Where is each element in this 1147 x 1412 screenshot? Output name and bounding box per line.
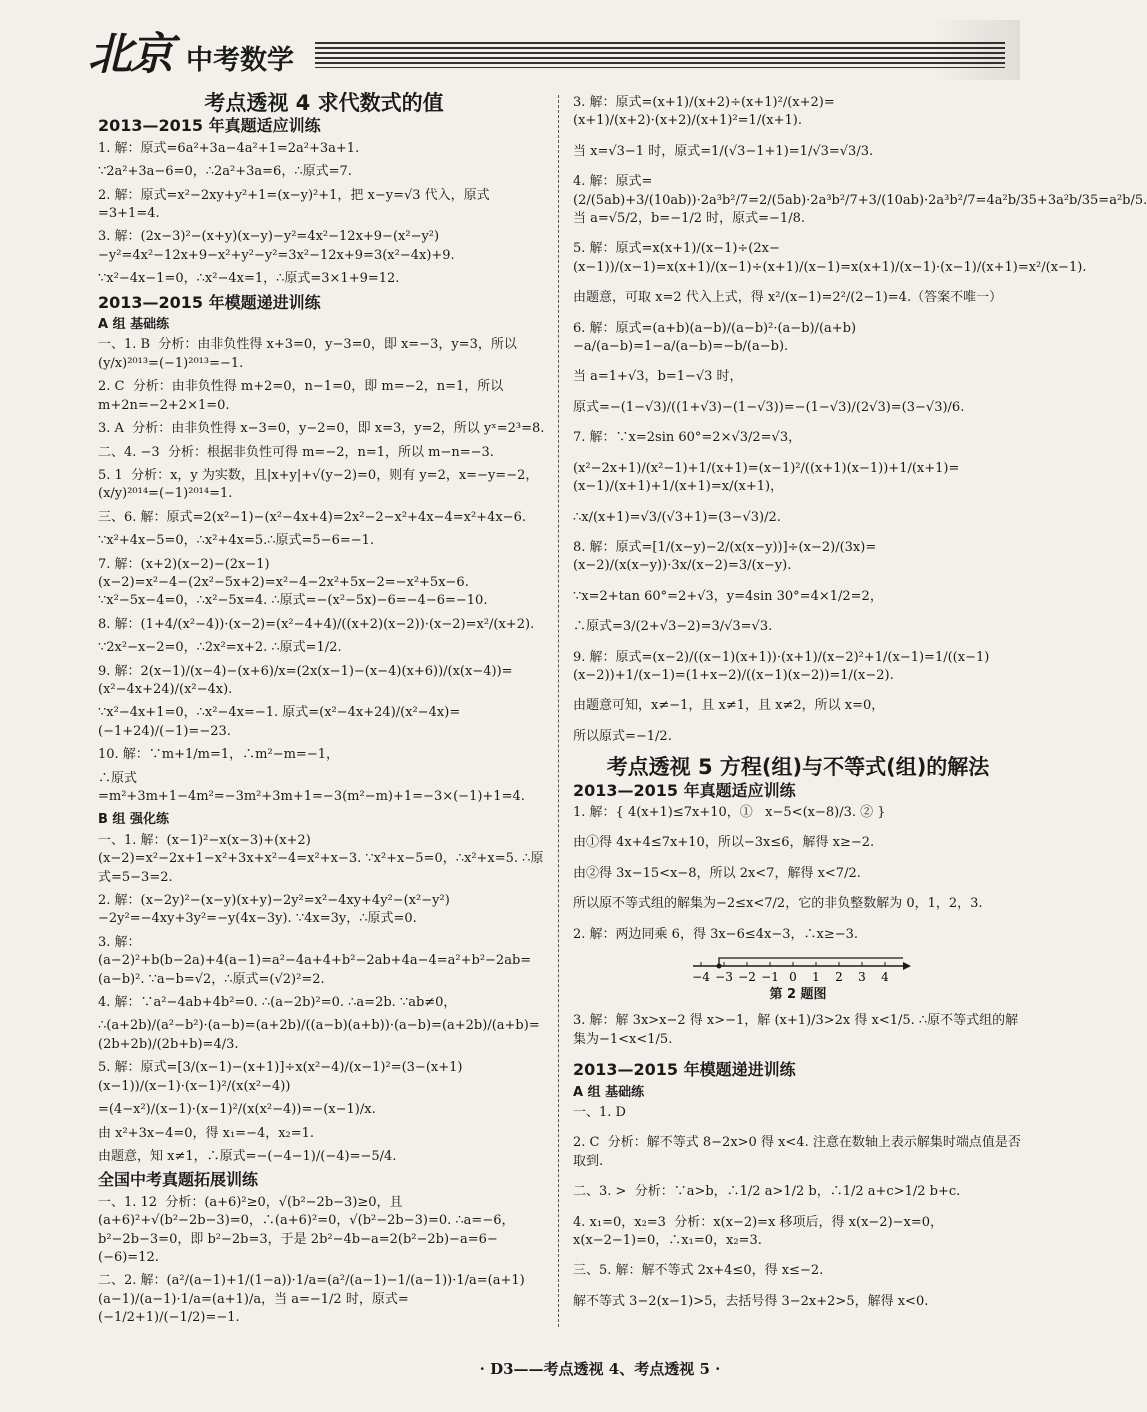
group-a-solutions <box>98 336 550 806</box>
mock-group-a-solutions <box>573 1104 1023 1311</box>
section-title-4: 考点透视 4 求代数式的值 <box>204 91 444 115</box>
figure-caption: 第 2 题图 <box>769 987 827 1002</box>
group-a-label: A 组 基础练 <box>98 317 170 333</box>
solution-line: 2. C 分析：由非负性得 m+2=0，n−1=0，即 m=−2，n=1，所以 m+2n=−2+2×1=0. <box>98 379 508 413</box>
solution-line: 二、4. −3 分析：根据非负性可得 m=−2，n=1，所以 m−n=−3. <box>98 444 494 460</box>
section-5-solutions <box>573 804 1023 944</box>
solution-line: ∴(a+2b)/(a²−b²)·(a−b)=(a+2b)/((a−b)(a+b))·(a−b)=(a+2b)/(a+b)=(2b+2b)/(2b+b)=4/3. <box>98 1018 540 1052</box>
solution-line: 2. 解：原式=x²−2xy+y²+1=(x−y)²+1，把 x−y=√3 代入，原式=3+1=4. <box>98 187 490 222</box>
number-line-label: 3 <box>858 970 866 984</box>
page-footer: · D3——考点透视 4、考点透视 5 · <box>479 1360 721 1378</box>
solution-line: ∵x²−4x+1=0，∴x²−4x=−1. 原式=(x²−4x+24)/(x²−4x)=(−1+24)/(−1)=−23. <box>98 705 461 739</box>
solution-line: 当 x=√3−1 时，原式=1/(√3−1+1)=1/√3=√3/3. <box>573 143 874 159</box>
solution-line: 三、5. 解：解不等式 2x+4≤0，得 x≤−2. <box>573 1263 824 1279</box>
solution-line: =(4−x²)/(x−1)·(x−1)²/(x(x²−4))=−(x−1)/x. <box>98 1102 376 1118</box>
solution-line: ∵2a²+3a−6=0，∴2a²+3a=6，∴原式=7. <box>98 164 352 180</box>
solution-line: ∴x/(x+1)=√3/(√3+1)=(3−√3)/2. <box>573 509 781 525</box>
left-column <box>98 92 550 1333</box>
solution-line: 1. 解：{ 4(x+1)≤7x+10，① x−5<(x−8)/3. ② } <box>573 804 886 820</box>
group-a-label: A 组 基础练 <box>573 1084 645 1100</box>
column-divider <box>558 95 559 1327</box>
solution-line: 一、1. 解：(x−1)²−x(x−3)+(x+2)(x−2)=x²−2x+1−x²+3x+x²−4=x²+x−3. ∵x²+x−5=0，∴x²+x=5. ∴原式=5−3=2. <box>98 832 544 885</box>
solution-line: ∵x²−4x−1=0，∴x²−4x=1，∴原式=3×1+9=12. <box>98 271 400 287</box>
solution-line: ∴原式=m²+3m+1−4m²=−3m²+3m+1=−3(m²−m)+1=−3×(−1)+1=4. <box>98 770 525 804</box>
solution-line: 3. 解：解 3x>x−2 得 x>−1，解 (x+1)/3>2x 得 x<1/5. ∴原不等式组的解集为−1<x<1/5. <box>573 1013 1019 1047</box>
solution-line: 6. 解：原式=(a+b)(a−b)/(a−b)²·(a−b)/(a+b)−a/(a−b)=1−a/(a−b)=−b/(a−b). <box>573 320 857 355</box>
solution-line: 9. 解：原式=(x−2)/((x−1)(x+1))·(x+1)/(x−2)²+1/(x−1)=1/((x−1)(x−2))+1/(x−1)=(1+x−2)/((x−1)(x−2))=1/(x−2). <box>573 649 990 683</box>
solution-line: 4. 解：原式=(2/(5ab)+3/(10ab))·2a³b²/7=2/(5ab)·2a³b²/7+3/(10ab)·2a³b²/7=4a²b/35+3a²b/35=a²b/5. 当 a=√5/2，b=−1/2 时，原式=−1/8. <box>573 174 1147 227</box>
solution-line: 5. 1 分析：x，y 为实数，且|x+y|+√(y−2)=0，则有 y=2，x=−y=−2，(x/y)²⁰¹⁴=(−1)²⁰¹⁴=1. <box>98 467 539 502</box>
number-line-label: 4 <box>881 970 889 984</box>
beijing-logo: 北京 <box>88 29 172 80</box>
header-rules <box>315 42 1005 68</box>
solution-line: 所以原式=−1/2. <box>573 728 672 744</box>
subsection-real-exam: 2013—2015 年真题适应训练 <box>573 780 796 800</box>
section-title-5: 考点透视 5 方程(组)与不等式(组)的解法 <box>606 755 990 780</box>
solution-line: 由①得 4x+4≤7x+10，所以−3x≤6，解得 x≥−2. <box>573 835 875 851</box>
solution-line: 当 a=1+√3，b=1−√3 时， <box>573 369 743 385</box>
number-line-figure <box>691 956 911 986</box>
solution-line: 3. 解：(2x−3)²−(x+y)(x−y)−y²=4x²−12x+9−(x²−y²)−y²=4x²−12x+9−x²+y²−y²=3x²−12x+9=3(x²−4x)+9. <box>98 229 455 263</box>
solution-line: 7. 解：∵x=2sin 60°=2×√3/2=√3， <box>573 430 802 446</box>
number-line-label: −3 <box>715 970 733 984</box>
subsection-mock-exam: 2013—2015 年模题递进训练 <box>98 292 321 312</box>
number-line-label: 0 <box>789 970 797 984</box>
solution-line: 3. 解：(a−2)²+b(b−2a)+4(a−1)=a²−4a+4+b²−2ab+4a−4=a²+b²−2ab=(a−b)². ∵a−b=√2，∴原式=(√2)²=2. <box>98 934 532 987</box>
page-edge-shadow <box>930 20 1020 80</box>
section-4-continued <box>573 94 1147 746</box>
solution-line: 5. 解：原式=x(x+1)/(x−1)÷(2x−(x−1))/(x−1)=x(x+1)/(x−1)÷(x+1)/(x−1)=x(x+1)/(x−1)·(x−1)/(x+1)=x²/(x−1). <box>573 241 1087 275</box>
solution-line: 二、3. > 分析：∵a>b，∴1/2 a>1/2 b，∴1/2 a+c>1/2 b+c. <box>573 1184 961 1200</box>
group-b-solutions <box>98 832 550 1167</box>
solution-line: 由②得 3x−15<x−8，所以 2x<7，解得 x<7/2. <box>573 865 861 881</box>
real-exam-solutions <box>98 140 550 289</box>
solution-line: 三、6. 解：原式=2(x²−1)−(x²−4x+4)=2x²−2−x²+4x−4=x²+4x−6. <box>98 509 526 525</box>
subject-title: 中考数学 <box>186 45 294 76</box>
solution-line: 一、1. B 分析：由非负性得 x+3=0，y−3=0，即 x=−3，y=3，所以 (y/x)²⁰¹³=(−1)²⁰¹³=−1. <box>98 337 521 371</box>
solution-line: 由题意，可取 x=2 代入上式，得 x²/(x−1)=2²/(2−1)=4.（答案不唯一） <box>573 290 1003 306</box>
number-line-arrow <box>903 962 911 970</box>
solution-line: ∵x²+4x−5=0，∴x²+4x=5.∴原式=5−6=−1. <box>98 533 375 549</box>
solution-line: 5. 解：原式=[3/(x−1)−(x+1)]÷x(x²−4)/(x−1)²=(3−(x+1)(x−1))/(x−1)·(x−1)²/(x(x²−4)) <box>98 1060 463 1094</box>
number-line-label: −4 <box>692 970 710 984</box>
solution-line: 9. 解：2(x−1)/(x−4)−(x+6)/x=(2x(x−1)−(x−4)(x+6))/(x(x−4))=(x²−4x+24)/(x²−4x). <box>98 663 513 697</box>
solution-line: 4. x₁=0，x₂=3 分析：x(x−2)=x 移项后，得 x(x−2)−x=0，x(x−2−1)=0，∴x₁=0，x₂=3. <box>573 1214 944 1249</box>
number-line-label: −2 <box>738 970 756 984</box>
solution-line: 7. 解：(x+2)(x−2)−(2x−1)(x−2)=x²−4−(2x²−5x+2)=x²−4−2x²+5x−2=−x²+5x−6. ∵x²−5x−4=0，∴x²−5x=4. ∴原式=−(x²−5x)−6=−4−6=−10. <box>98 556 488 609</box>
solution-line: 2. 解：(x−2y)²−(x−y)(x+y)−2y²=x²−4xy+4y²−(x²−y²)−2y²=−4xy+3y²=−y(4x−3y). ∵4x=3y，∴原式=0. <box>98 893 450 927</box>
solution-line: 8. 解：(1+4/(x²−4))·(x−2)=(x²−4+4)/((x+2)(x−2))·(x−2)=x²/(x+2). <box>98 616 535 632</box>
number-line-label: 2 <box>835 970 843 984</box>
solution-line: 由 x²+3x−4=0，得 x₁=−4，x₂=1. <box>98 1125 315 1141</box>
subsection-national-exam: 全国中考真题拓展训练 <box>98 1170 259 1190</box>
solution-line: 3. A 分析：由非负性得 x−3=0，y−2=0，即 x=3，y=2，所以 yˣ=2³=8. <box>98 421 545 437</box>
solution-line: 一、1. D <box>573 1105 626 1121</box>
solution-line: 2. 解：两边同乘 6，得 3x−6≤4x−3，∴x≥−3. <box>573 926 859 942</box>
solution-line: 1. 解：原式=6a²+3a−4a²+1=2a²+3a+1. <box>98 140 360 156</box>
solution-line: 10. 解：∵m+1/m=1，∴m²−m=−1， <box>98 747 339 763</box>
number-line-label: 1 <box>812 970 820 984</box>
number-line-label: −1 <box>761 970 779 984</box>
solution-line: 所以原不等式组的解集为−2≤x<7/2，它的非负整数解为 0，1，2，3. <box>573 896 983 912</box>
solution-line: 由题意可知，x≠−1，且 x≠1，且 x≠2，所以 x=0， <box>573 698 885 714</box>
solution-line: 4. 解：∵a²−4ab+4b²=0. ∴(a−2b)²=0. ∴a=2b. ∵ab≠0， <box>98 995 457 1011</box>
solution-line: 二、2. 解：(a²/(a−1)+1/(1−a))·1/a=(a²/(a−1)−1/(a−1))·1/a=(a+1)(a−1)/(a−1)·1/a=(a+1)/a，当 a=−1/2 时，原式=(−1/2+1)/(−1/2)=−1. <box>98 1273 525 1326</box>
solution-line: 一、1. 12 分析：(a+6)²≥0，√(b²−2b−3)≥0，且(a+6)²+√(b²−2b−3)=0，∴(a+6)²=0，√(b²−2b−3)=0. ∴a=−6，b²−2b−3=0，即 b²−2b=3，于是 2b²−4b−a=2(b²−2b)−a=6−(−6)=12. <box>98 1194 515 1265</box>
solution-line: 由题意，知 x≠1，∴原式=−(−4−1)/(−4)=−5/4. <box>98 1148 397 1164</box>
right-column <box>573 92 1147 1323</box>
subsection-real-exam: 2013—2015 年真题适应训练 <box>98 116 321 136</box>
solution-line: 3. 解：原式=(x+1)/(x+2)÷(x+1)²/(x+2)=(x+1)/(x+2)·(x+2)/(x+1)²=1/(x+1). <box>573 95 835 129</box>
solution-line: 8. 解：原式=[1/(x−y)−2/(x(x−y))]÷(x−2)/(3x)=(x−2)/(x(x−y))·3x/(x−2)=3/(x−y). <box>573 539 877 574</box>
solution-line: ∵x=2+tan 60°=2+√3，y=4sin 30°=4×1/2=2， <box>573 588 883 604</box>
solution-line: 解不等式 3−2(x−1)>5，去括号得 3−2x+2>5，解得 x<0. <box>573 1293 929 1309</box>
solution-line: ∴原式=3/(2+√3−2)=3/√3=√3. <box>573 619 773 635</box>
solution-line: (x²−2x+1)/(x²−1)+1/(x+1)=(x−1)²/((x+1)(x−1))+1/(x+1)=(x−1)/(x+1)+1/(x+1)=x/(x+1)， <box>573 460 960 495</box>
solution-line: 原式=−(1−√3)/((1+√3)−(1−√3))=−(1−√3)/(2√3)=(3−√3)/6. <box>573 399 965 415</box>
page-header <box>0 0 1024 90</box>
group-b-label: B 组 强化练 <box>98 812 169 828</box>
solution-line: 2. C 分析：解不等式 8−2x>0 得 x<4. 注意在数轴上表示解集时端点值是否取到. <box>573 1135 1021 1169</box>
solution-line: ∵2x²−x−2=0，∴2x²=x+2. ∴原式=1/2. <box>98 640 342 656</box>
subsection-mock-exam: 2013—2015 年模题递进训练 <box>573 1060 796 1080</box>
national-exam-solutions <box>98 1194 550 1328</box>
